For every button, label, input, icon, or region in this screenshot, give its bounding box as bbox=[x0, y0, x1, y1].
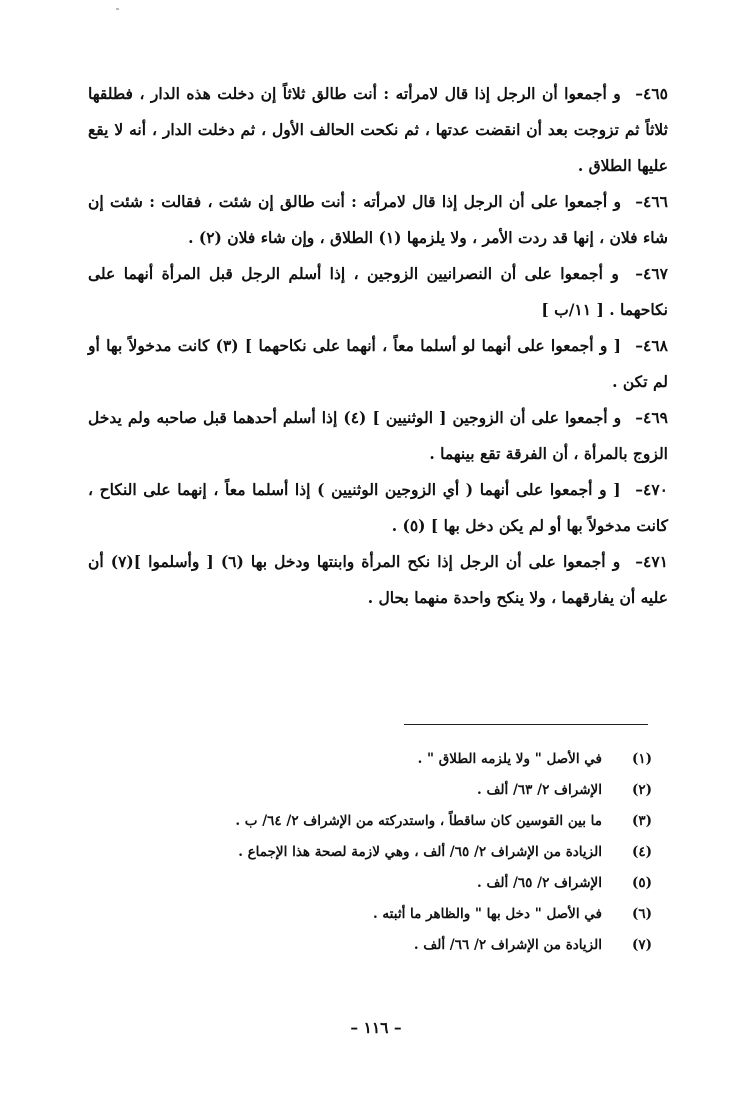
scan-speck bbox=[116, 8, 119, 10]
entry-number: ٤٦٨– bbox=[635, 336, 668, 355]
footnote-marker: (٣) bbox=[631, 813, 652, 829]
entry-text: و أجمعوا أن الرجل إذا قال لامرأته : أنت طالق ثلاثاً إن دخلت هذه الدار ، فطلقها ثلاثاً ثم تزوجت بعد أن انقضت عدتها ، ثم نكحت الحالف الأول ، ثم دخلت الدار ، أنه لا يقع عليها الطلاق . bbox=[88, 84, 668, 175]
footnote-6 bbox=[150, 899, 652, 930]
footnote-text: الإشراف ٢/ ٦٣/ ألف . bbox=[477, 782, 602, 798]
entry-text: و أجمعوا على أن الرجل إذا قال لامرأته : أنت طالق إن شئت ، فقالت : شئت إن شاء فلان ، إنها قد ردت الأمر ، ولا يلزمها (١) الطلاق ، وإن شاء فلان (٢) . bbox=[88, 192, 668, 247]
footnote-text: ما بين القوسين كان ساقطاً ، واستدركته من الإشراف ٢/ ٦٤/ ب . bbox=[235, 813, 602, 829]
footnote-2 bbox=[150, 775, 652, 806]
footnote-marker: (٤) bbox=[631, 844, 652, 860]
footnotes-list bbox=[150, 744, 652, 961]
footnote-marker: (١) bbox=[631, 751, 652, 767]
entry-text: [ و أجمعوا على أنهما لو أسلما معاً ، أنهما على نكاحهما ] (٣) كانت مدخولاً بها أو لم تكن . bbox=[88, 336, 668, 391]
footnote-7 bbox=[150, 930, 652, 961]
footnote-4 bbox=[150, 837, 652, 868]
footnote-marker: (٧) bbox=[631, 937, 652, 953]
entry-467 bbox=[88, 256, 668, 328]
entries-list bbox=[88, 76, 668, 616]
entry-466 bbox=[88, 184, 668, 256]
footnote-3 bbox=[150, 806, 652, 837]
footnote-marker: (٢) bbox=[631, 782, 652, 798]
entry-468 bbox=[88, 328, 668, 400]
footnote-text: في الأصل " دخل بها " والظاهر ما أثبته . bbox=[373, 906, 602, 922]
entry-469 bbox=[88, 400, 668, 472]
entry-text: [ و أجمعوا على أنهما ( أي الزوجين الوثنيين ) إذا أسلما معاً ، إنهما على النكاح ، كانت مدخولاً بها أو لم يكن دخل بها ] (٥) . bbox=[88, 480, 668, 535]
entry-number: ٤٧١– bbox=[635, 552, 668, 571]
entry-number: ٤٦٩– bbox=[635, 408, 668, 427]
entry-text: و أجمعوا على أن الزوجين [ الوثنيين ] (٤) إذا أسلم أحدهما قبل صاحبه ولم يدخل الزوج بالمرأة ، أن الفرقة تقع بينهما . bbox=[88, 408, 668, 463]
footnote-text: الزيادة من الإشراف ٢/ ٦٥/ ألف ، وهي لازمة لصحة هذا الإجماع . bbox=[238, 844, 602, 860]
entry-text: و أجمعوا على أن النصرانيين الزوجين ، إذا أسلم الرجل قبل المرأة أنهما على نكاحهما . [ ١١/ب ] bbox=[88, 264, 668, 319]
entry-465 bbox=[88, 76, 668, 184]
entry-number: ٤٦٧– bbox=[635, 264, 668, 283]
footnote-1 bbox=[150, 744, 652, 775]
entry-number: ٤٧٠– bbox=[635, 480, 668, 499]
entry-text: و أجمعوا على أن الرجل إذا نكح المرأة وابنتها ودخل بها (٦) [ وأسلموا ](٧) أن عليه أن يفارقهما ، ولا ينكح واحدة منهما بحال . bbox=[88, 552, 668, 607]
footnote-divider bbox=[404, 724, 648, 725]
entry-number: ٤٦٦– bbox=[635, 192, 669, 211]
footnote-5 bbox=[150, 868, 652, 899]
footnote-text: في الأصل " ولا يلزمه الطلاق " . bbox=[417, 751, 602, 767]
footnote-text: الزيادة من الإشراف ٢/ ٦٦/ ألف . bbox=[413, 937, 602, 953]
footnote-marker: (٦) bbox=[631, 906, 652, 922]
footnote-marker: (٥) bbox=[631, 875, 652, 891]
entry-471 bbox=[88, 544, 668, 616]
footnote-text: الإشراف ٢/ ٦٥/ ألف . bbox=[477, 875, 602, 891]
entry-470 bbox=[88, 472, 668, 544]
page-number: – ١١٦ – bbox=[350, 1018, 402, 1037]
entry-number: ٤٦٥– bbox=[635, 84, 668, 103]
